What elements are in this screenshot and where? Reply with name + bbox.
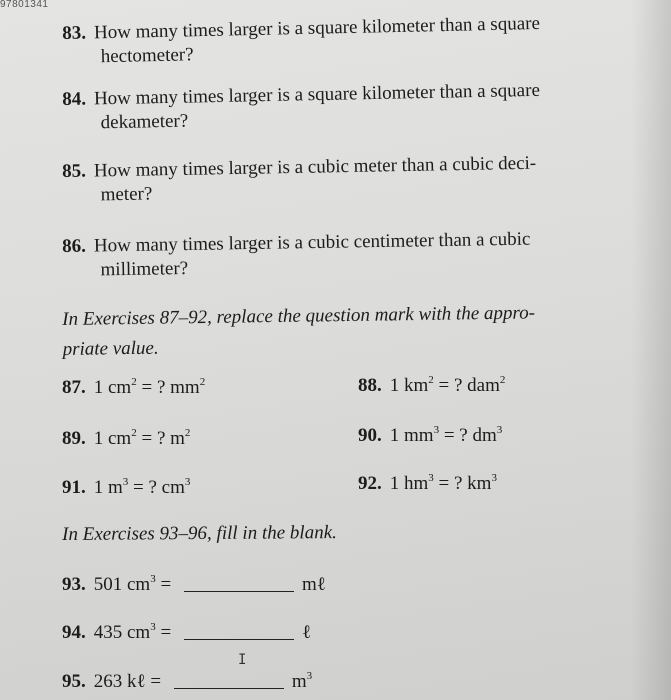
lhs-value: 263 kℓ [93,671,146,692]
equals-sign: = [150,671,162,692]
exercise-text: How many times larger is a cubic centimeter than a cubic [93,228,531,257]
exercise-number: 92. [358,473,382,494]
exercise-93 [62,573,326,596]
equals-sign: = [141,377,153,398]
unit-label: ℓ [301,622,312,643]
rhs-exponent: 2 [499,374,506,386]
unit-label: mℓ [301,574,326,595]
rhs-value: ? dam [454,375,500,396]
answer-blank[interactable] [174,687,284,689]
exercise-number: 85. [62,160,87,182]
exercise-88 [358,374,505,397]
lhs-exponent: 3 [122,476,129,488]
exercise-83 [62,12,541,70]
instruction-87-92 [62,298,536,365]
exercise-number: 86. [62,235,87,257]
rhs-exponent: 3 [491,472,497,484]
equals-sign: = [438,375,450,396]
exercise-number: 95. [62,671,86,692]
lhs-value: 1 cm [93,428,132,449]
lhs-exponent: 2 [131,427,137,439]
lhs-exponent: 2 [131,376,137,388]
rhs-value: ? dm [459,425,497,446]
exercise-95 [62,670,312,693]
exercise-text: How many times larger is a cubic meter than a cubic deci- [93,152,537,182]
exercise-text-cont: dekameter? [100,110,189,134]
rhs-exponent: 3 [184,476,191,488]
lhs-value: 1 mm [389,425,434,446]
lhs-value: 501 cm [93,574,151,595]
exercise-94 [62,621,311,644]
equals-sign: = [160,574,172,595]
exercise-number: 84. [62,88,87,110]
exercise-90 [358,424,502,447]
equals-sign: = [141,428,153,449]
text-cursor-icon: I [238,652,247,668]
unit-exponent: 3 [306,670,313,682]
rhs-value: ? mm [156,377,200,398]
exercise-text: How many times larger is a square kilometer than a square [93,79,541,110]
lhs-exponent: 2 [428,374,434,386]
instruction-line: In Exercises 87–92, replace the question mark with the appro- [62,302,536,330]
equals-sign: = [438,473,450,494]
answer-blank[interactable] [184,638,294,640]
exercise-number: 89. [62,428,86,449]
rhs-exponent: 3 [496,424,503,436]
lhs-value: 1 cm [93,377,132,398]
lhs-value: 435 cm [93,622,151,643]
lhs-value: 1 hm [389,473,429,494]
rhs-exponent: 2 [184,427,191,439]
exercise-92 [358,472,497,495]
exercise-number: 83. [62,22,87,44]
exercise-text-cont: millimeter? [100,258,189,281]
cropped-header-text: 97801341 [0,0,49,10]
exercise-84 [62,79,541,136]
lhs-exponent: 3 [150,621,156,633]
exercise-text: How many times larger is a square kilometer than a square [93,12,541,44]
rhs-exponent: 2 [199,376,206,388]
exercise-89 [62,427,190,450]
rhs-value: ? cm [148,477,185,498]
answer-blank[interactable] [184,590,294,592]
instruction-93-96 [62,518,337,550]
instruction-line: In Exercises 93–96, fill in the blank. [62,522,337,545]
rhs-value: ? km [454,473,492,494]
exercise-number: 94. [62,622,86,643]
exercise-87 [62,376,205,399]
instruction-line: priate value. [62,337,159,360]
exercise-number: 90. [358,425,382,446]
lhs-value: 1 m [93,477,123,498]
exercise-text-cont: meter? [100,183,153,206]
equals-sign: = [133,477,144,498]
exercise-85 [62,152,537,208]
unit-label: m [291,671,307,692]
exercise-text-cont: hectometer? [100,44,194,68]
exercise-number: 91. [62,477,86,498]
lhs-exponent: 3 [150,573,156,585]
exercise-91 [62,476,190,499]
exercise-number: 88. [358,375,382,396]
equals-sign: = [443,425,455,446]
lhs-value: 1 km [389,375,429,396]
equals-sign: = [160,622,172,643]
exercise-number: 93. [62,574,86,595]
exercise-number: 87. [62,377,86,398]
exercise-86 [62,228,531,283]
lhs-exponent: 3 [428,472,434,484]
rhs-value: ? m [156,428,185,449]
lhs-exponent: 3 [433,424,440,436]
